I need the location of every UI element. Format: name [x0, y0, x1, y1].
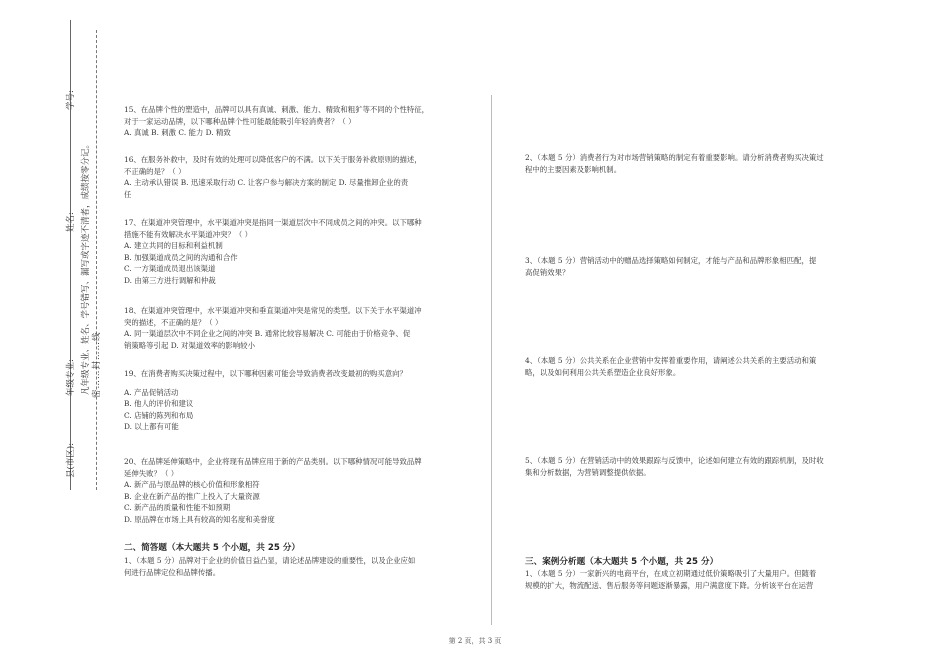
question-stem-line: 程中的主要因素及影响机制。 — [525, 164, 622, 174]
question-stem-line: 1、（本题 5 分）品牌对于企业的价值日益凸显，请论述品牌建设的重要性，以及企业应如 — [124, 556, 416, 565]
question-stem-line: 略，以及如何利用公共关系塑造企业良好形象。 — [525, 367, 681, 377]
question-stem-line: 1、（本题 5 分）一家新兴的电商平台，在成立初期通过低价策略吸引了大量用户。但随着 — [525, 569, 817, 578]
cut-line — [96, 30, 97, 490]
question-stem-line: 措施不能有效解决水平渠道冲突？（ ） — [124, 229, 252, 239]
option-d: D. 由第三方进行调解和仲裁 — [124, 275, 216, 285]
column-divider — [491, 95, 492, 625]
question-20 — [124, 456, 422, 525]
option-a: A. 新产品与原品牌的核心价值和形象相符 — [124, 480, 260, 489]
short-answer-q3 — [525, 255, 885, 278]
question-stem-line: 5、（本题 5 分）在营销活动中的效果跟踪与反馈中，论述如何建立有效的跟踪机制，及时收 — [525, 456, 824, 465]
question-stem-line: 15、在品牌个性的塑造中，品牌可以具有真诚、刺激、能力、精致和粗犷等不同的个性特征， — [124, 105, 430, 114]
question-18 — [124, 305, 422, 351]
question-stem-line: 不正确的是？（ ） — [124, 166, 186, 176]
question-options: 销策略等引起 D. 对渠道效率的影响较小 — [124, 340, 255, 350]
option-c: C. 店铺的陈列和布局 — [124, 410, 194, 420]
question-options: A. 同一渠道层次中不同企业之间的冲突 B. 通常比较容易解决 C. 可能由于价格竞争、促 — [124, 329, 411, 338]
section-3-title: 三、案例分析题（本大题共 5 个小题，共 25 分） — [525, 557, 719, 567]
option-c: C. 新产品的质量和性能不如预期 — [124, 503, 231, 512]
question-options: A. 真诚 B. 刺激 C. 能力 D. 精致 — [124, 128, 231, 137]
question-19 — [124, 368, 407, 433]
question-stem-line: 19、在消费者购买决策过程中，以下哪种因素可能会导致消费者改变最初的购买意向？ — [124, 369, 407, 378]
question-stem-line: 2、（本题 5 分）消费者行为对市场营销策略的制定有着重要影响。请分析消费者购买决策过 — [525, 153, 824, 162]
question-stem-line: 18、在渠道冲突管理中，水平渠道冲突和垂直渠道冲突是常见的类型。以下关于水平渠道冲 — [124, 306, 422, 315]
question-stem-line: 集和分析数据，为营销调整提供依据。 — [525, 467, 651, 477]
grade-major-label: 年级专业: — [66, 359, 76, 396]
question-stem-line: 突的描述，不正确的是？（ ） — [124, 317, 223, 327]
option-c: C. 一方渠道成员退出该渠道 — [124, 264, 216, 273]
name-label: 姓名: — [66, 212, 76, 232]
short-answer-q5 — [525, 455, 885, 478]
question-stem-line: 4、（本题 5 分）公共关系在企业营销中发挥着重要作用，请阐述公共关系的主要活动和策 — [525, 356, 817, 365]
short-answer-q4 — [525, 355, 885, 378]
cut-notice: 凡年级专业、姓名、学号错写、漏写或字迹不清者，成绩按零分记。 — [81, 139, 91, 395]
option-b: B. 企业在新产品的推广上投入了大量资源 — [124, 491, 260, 501]
option-d: D. 原品牌在市场上具有较高的知名度和美誉度 — [124, 514, 275, 524]
question-stem-line: 何进行品牌定位和品牌传播。 — [124, 567, 221, 577]
option-d: D. 以上都有可能 — [124, 422, 179, 431]
short-answer-q2 — [525, 152, 885, 175]
question-stem-line: 规模的扩大，物流配送、售后服务等问题逐渐暴露，用户满意度下降。分析该平台在运营 — [525, 580, 814, 590]
question-stem-line: 16、在服务补救中，及时有效的处理可以降低客户的不满。以下关于服务补救原则的描述， — [124, 155, 422, 164]
question-stem-line: 3、（本题 5 分）营销活动中的赠品选择策略如何制定，才能与产品和品牌形象相匹配，提 — [525, 256, 817, 265]
question-stem-line: 17、在渠道冲突管理中，水平渠道冲突是指同一渠道层次中不同成员之间的冲突。以下哪种 — [124, 218, 422, 227]
option-a: A. 产品促销活动 — [124, 387, 179, 397]
question-options: A. 主动承认错误 B. 迅速采取行动 C. 让客户参与解决方案的制定 D. 尽量推卸企业的责 — [124, 178, 409, 187]
county-label: 县(市区): — [66, 443, 76, 478]
page-footer: 第 2 页，共 3 页 — [448, 637, 502, 645]
question-16 — [124, 154, 422, 200]
question-17 — [124, 217, 422, 286]
case-analysis-q1 — [525, 568, 885, 591]
question-stem-line: 延伸失败？（ ） — [124, 468, 179, 478]
option-b: B. 加强渠道成员之间的沟通和合作 — [124, 252, 238, 262]
question-stem-line: 对于一家运动品牌，以下哪种品牌个性可能最能吸引年轻消费者？（ ） — [124, 116, 356, 126]
option-a: A. 建立共同的目标和利益机制 — [124, 241, 223, 250]
question-15 — [124, 104, 429, 139]
option-b: B. 他人的评价和建议 — [124, 399, 194, 408]
seal-text: 密……封……线 — [92, 331, 102, 398]
question-stem-line: 20、在品牌延伸策略中，企业将现有品牌应用于新的产品类别。以下哪种情况可能导致品牌 — [124, 457, 422, 466]
student-id-label: 学号: — [66, 90, 76, 110]
question-options: 任 — [124, 189, 132, 199]
short-answer-q1 — [124, 555, 484, 578]
section-2-title: 二、简答题（本大题共 5 个小题，共 25 分） — [124, 543, 301, 553]
question-stem-line: 高促销效果？ — [525, 267, 570, 277]
